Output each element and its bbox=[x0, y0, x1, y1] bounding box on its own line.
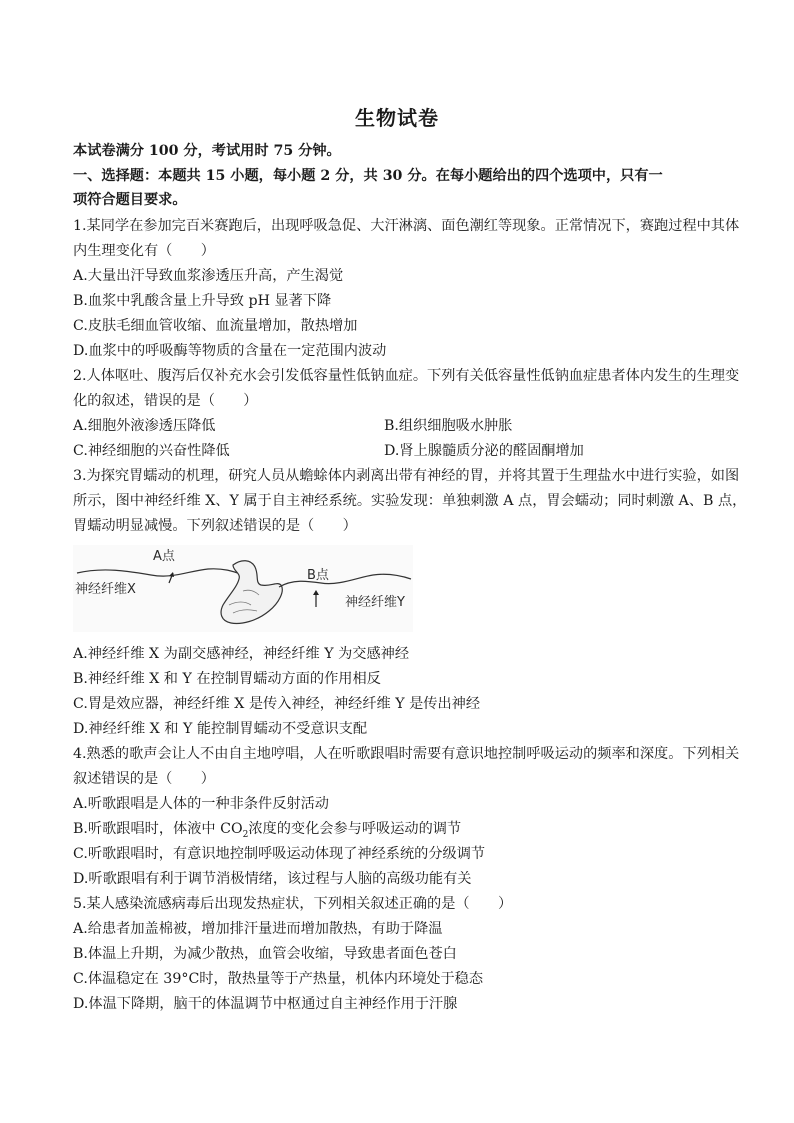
q2-stem-line2: 化的叙述，错误的是（ ） bbox=[73, 393, 258, 409]
nerve-fiber-x bbox=[77, 569, 243, 576]
q1-option-b: B.血浆中乳酸含量上升导致 pH 显著下降 bbox=[73, 293, 332, 309]
label-nerve-y: 神经纤维Y bbox=[345, 595, 405, 610]
q4-option-c: C.听歌跟唱时，有意识地控制呼吸运动体现了神经系统的分级调节 bbox=[73, 846, 486, 862]
q2-option-a: A.细胞外液渗透压降低 bbox=[73, 418, 216, 434]
q3-stem-line3: 胃蠕动明显减慢。下列叙述错误的是（ ） bbox=[73, 518, 357, 534]
q4-option-b-sub: 2 bbox=[242, 829, 249, 840]
q3-option-b: B.神经纤维 X 和 Y 在控制胃蠕动方面的作用相反 bbox=[73, 671, 381, 687]
q4-option-a: A.听歌跟唱是人体的一种非条件反射活动 bbox=[73, 796, 329, 812]
q5-option-c: C.体温稳定在 39°C时，散热量等于产热量，机体内环境处于稳态 bbox=[73, 971, 484, 987]
label-point-b: B点 bbox=[307, 568, 329, 583]
q3-option-c: C.胃是效应器，神经纤维 X 是传入神经，神经纤维 Y 是传出神经 bbox=[73, 696, 481, 712]
q3-option-a: A.神经纤维 X 为副交感神经，神经纤维 Y 为交感神经 bbox=[73, 646, 410, 662]
q4-stem-line1: 4.熟悉的歌声会让人不由自主地哼唱，人在听歌跟唱时需要有意识地控制呼吸运动的频率和深度。下列相关 bbox=[73, 746, 740, 762]
q5-option-b: B.体温上升期，为减少散热，血管会收缩，导致患者面色苍白 bbox=[73, 946, 457, 962]
label-point-a: A点 bbox=[153, 549, 175, 564]
q1-option-c: C.皮肤毛细血管收缩、血流量增加，散热增加 bbox=[73, 318, 358, 334]
q3-stem-line2: 所示，图中神经纤维 X、Y 属于自主神经系统。实验发现：单独刺激 A 点，胃会蠕动；同时刺激 A、B 点， bbox=[73, 493, 747, 509]
section1-header-line1: 一、选择题：本题共 15 小题，每小题 2 分，共 30 分。在每小题给出的四个选项中，只有一 bbox=[73, 168, 663, 184]
section1-header-line2: 项符合题目要求。 bbox=[73, 192, 187, 208]
q3-option-d: D.神经纤维 X 和 Y 能控制胃蠕动不受意识支配 bbox=[73, 721, 368, 737]
page-title: 生物试卷 bbox=[355, 106, 439, 130]
q4-option-b-post: 浓度的变化会参与呼吸运动的调节 bbox=[248, 821, 462, 837]
exam-intro: 本试卷满分 100 分，考试用时 75 分钟。 bbox=[73, 143, 341, 159]
label-nerve-x: 神经纤维X bbox=[75, 582, 136, 597]
q2-option-b: B.组织细胞吸水肿胀 bbox=[384, 418, 513, 434]
stomach-nerve-figure bbox=[73, 545, 413, 632]
q2-option-d: D.肾上腺髓质分泌的醛固酮增加 bbox=[384, 443, 584, 459]
stomach-shape bbox=[221, 561, 282, 624]
q1-stem-line1: 1.某同学在参加完百米赛跑后，出现呼吸急促、大汗淋漓、面色潮红等现象。正常情况下，赛跑过程中其体 bbox=[73, 218, 740, 234]
point-b-arrowhead bbox=[313, 590, 319, 595]
stomach-nerve-diagram bbox=[73, 545, 413, 632]
q5-stem-line1: 5.某人感染流感病毒后出现发热症状，下列相关叙述正确的是（ ） bbox=[73, 896, 513, 912]
q5-option-a: A.给患者加盖棉被，增加排汗量进而增加散热，有助于降温 bbox=[73, 921, 443, 937]
q3-stem-line1: 3.为探究胃蠕动的机理，研究人员从蟾蜍体内剥离出带有神经的胃，并将其置于生理盐水中进行实验，如图 bbox=[73, 468, 740, 484]
q4-option-b-pre: B.听歌跟唱时，体液中 CO bbox=[73, 821, 243, 837]
q1-option-a: A.大量出汗导致血浆渗透压升高，产生渴觉 bbox=[73, 268, 344, 284]
q5-option-d: D.体温下降期，脑干的体温调节中枢通过自主神经作用于汗腺 bbox=[73, 996, 458, 1012]
q2-stem-line1: 2.人体呕吐、腹泻后仅补充水会引发低容量性低钠血症。下列有关低容量性低钠血症患者体内发生的生理变 bbox=[73, 368, 740, 384]
q4-option-b bbox=[73, 819, 461, 845]
nerve-fiber-y bbox=[279, 574, 411, 587]
q1-option-d: D.血浆中的呼吸酶等物质的含量在一定范围内波动 bbox=[73, 343, 387, 359]
q4-stem-line2: 叙述错误的是（ ） bbox=[73, 771, 215, 787]
q1-stem-line2: 内生理变化有（ ） bbox=[73, 243, 215, 259]
q2-option-c: C.神经细胞的兴奋性降低 bbox=[73, 443, 230, 459]
q4-option-d: D.听歌跟唱有利于调节消极情绪，该过程与人脑的高级功能有关 bbox=[73, 871, 472, 887]
